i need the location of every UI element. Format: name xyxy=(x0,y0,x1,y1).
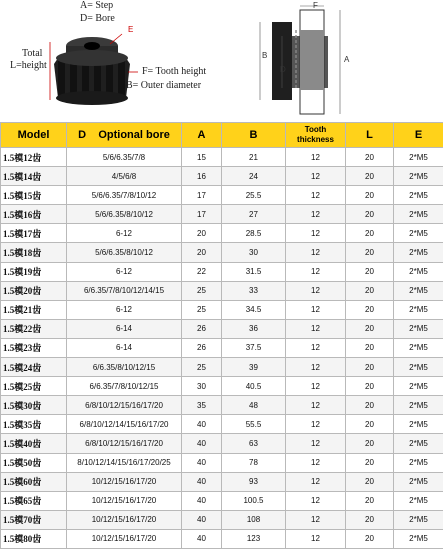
gear-diagram xyxy=(0,0,443,122)
cell-l: 20 xyxy=(346,472,394,491)
cell-a: 40 xyxy=(182,529,222,548)
cell-l: 20 xyxy=(346,529,394,548)
cell-model: 1.5模40齿 xyxy=(1,434,67,453)
cell-a: 25 xyxy=(182,281,222,300)
cell-optional-bore: 6/8/10/12/15/16/17/20 xyxy=(67,396,182,415)
cell-model: 1.5模21齿 xyxy=(1,300,67,319)
cell-b: 31.5 xyxy=(222,262,286,281)
dim-d: D xyxy=(280,65,286,74)
table-row xyxy=(1,281,443,300)
cell-tooth-thickness: 12 xyxy=(286,262,346,281)
cell-e: 2*M5 xyxy=(394,472,443,491)
cell-a: 26 xyxy=(182,338,222,357)
cell-e: 2*M5 xyxy=(394,319,443,338)
cell-optional-bore: 6/6.35/7/8/10/12/15 xyxy=(67,377,182,396)
table-row xyxy=(1,319,443,338)
cell-b: 24 xyxy=(222,167,286,186)
cell-e: 2*M5 xyxy=(394,491,443,510)
cell-l: 20 xyxy=(346,167,394,186)
table-row xyxy=(1,453,443,472)
cell-tooth-thickness: 12 xyxy=(286,415,346,434)
dim-f: F xyxy=(313,1,318,10)
cell-model: 1.5模80齿 xyxy=(1,529,67,548)
table-row xyxy=(1,167,443,186)
cell-optional-bore: 10/12/15/16/17/20 xyxy=(67,491,182,510)
table-header-row xyxy=(1,123,443,148)
cell-a: 35 xyxy=(182,396,222,415)
cell-model: 1.5模16齿 xyxy=(1,205,67,224)
cell-a: 25 xyxy=(182,300,222,319)
cell-optional-bore: 6-14 xyxy=(67,338,182,357)
gear-photo xyxy=(54,37,130,105)
table-row xyxy=(1,396,443,415)
cell-optional-bore: 6/8/10/12/15/16/17/20 xyxy=(67,434,182,453)
cell-tooth-thickness: 12 xyxy=(286,377,346,396)
label-tooth-height: F= Tooth height xyxy=(142,66,206,77)
cell-b: 78 xyxy=(222,453,286,472)
cell-model: 1.5模22齿 xyxy=(1,319,67,338)
cell-e: 2*M5 xyxy=(394,358,443,377)
cell-tooth-thickness: 12 xyxy=(286,396,346,415)
cell-tooth-thickness: 12 xyxy=(286,205,346,224)
cell-tooth-thickness: 12 xyxy=(286,434,346,453)
cell-b: 27 xyxy=(222,205,286,224)
cell-a: 17 xyxy=(182,186,222,205)
table-row xyxy=(1,491,443,510)
cell-l: 20 xyxy=(346,300,394,319)
cell-tooth-thickness: 12 xyxy=(286,148,346,167)
cell-e: 2*M5 xyxy=(394,186,443,205)
cell-optional-bore: 6-14 xyxy=(67,319,182,338)
cell-a: 26 xyxy=(182,319,222,338)
cell-b: 48 xyxy=(222,396,286,415)
cell-a: 20 xyxy=(182,224,222,243)
table-row xyxy=(1,300,443,319)
header-d: D xyxy=(78,129,86,141)
cell-l: 20 xyxy=(346,338,394,357)
cell-a: 17 xyxy=(182,205,222,224)
cell-model: 1.5模30齿 xyxy=(1,396,67,415)
cell-a: 16 xyxy=(182,167,222,186)
table-row xyxy=(1,415,443,434)
cell-e: 2*M5 xyxy=(394,377,443,396)
table-row xyxy=(1,510,443,529)
cell-e: 2*M5 xyxy=(394,510,443,529)
cell-l: 20 xyxy=(346,224,394,243)
cell-tooth-thickness: 12 xyxy=(286,491,346,510)
cell-e: 2*M5 xyxy=(394,396,443,415)
cell-e: 2*M5 xyxy=(394,262,443,281)
header-optional-bore: Optional bore xyxy=(98,129,170,141)
cell-e: 2*M5 xyxy=(394,434,443,453)
cell-e: 2*M5 xyxy=(394,300,443,319)
cell-l: 20 xyxy=(346,453,394,472)
cell-tooth-thickness: 12 xyxy=(286,167,346,186)
cell-e: 2*M5 xyxy=(394,281,443,300)
cell-tooth-thickness: 12 xyxy=(286,186,346,205)
cell-e: 2*M5 xyxy=(394,167,443,186)
table-body xyxy=(1,148,443,549)
cell-b: 37.5 xyxy=(222,338,286,357)
cell-l: 20 xyxy=(346,148,394,167)
cell-a: 25 xyxy=(182,358,222,377)
cell-b: 25.5 xyxy=(222,186,286,205)
cell-tooth-thickness: 12 xyxy=(286,529,346,548)
cell-a: 20 xyxy=(182,243,222,262)
cell-e: 2*M5 xyxy=(394,415,443,434)
cell-optional-bore: 10/12/15/16/17/20 xyxy=(67,510,182,529)
cell-model: 1.5模20齿 xyxy=(1,281,67,300)
spec-table xyxy=(0,122,443,549)
cell-a: 40 xyxy=(182,415,222,434)
cell-e: 2*M5 xyxy=(394,148,443,167)
cell-tooth-thickness: 12 xyxy=(286,453,346,472)
cell-model: 1.5模23齿 xyxy=(1,338,67,357)
cell-tooth-thickness: 12 xyxy=(286,300,346,319)
cell-model: 1.5模25齿 xyxy=(1,377,67,396)
cell-tooth-thickness: 12 xyxy=(286,358,346,377)
cell-optional-bore: 6-12 xyxy=(67,224,182,243)
cell-model: 1.5模60齿 xyxy=(1,472,67,491)
header-b: B xyxy=(222,123,286,148)
cell-optional-bore: 5/6/6.35/7/8 xyxy=(67,148,182,167)
cell-model: 1.5模65齿 xyxy=(1,491,67,510)
cell-a: 40 xyxy=(182,453,222,472)
cell-tooth-thickness: 12 xyxy=(286,510,346,529)
table-row xyxy=(1,377,443,396)
cell-b: 28.5 xyxy=(222,224,286,243)
cell-model: 1.5模15齿 xyxy=(1,186,67,205)
cell-model: 1.5模35齿 xyxy=(1,415,67,434)
cell-tooth-thickness: 12 xyxy=(286,243,346,262)
cell-optional-bore: 8/10/12/14/15/16/17/20/25 xyxy=(67,453,182,472)
header-e: E xyxy=(394,123,443,148)
cell-l: 20 xyxy=(346,186,394,205)
cell-e: 2*M5 xyxy=(394,243,443,262)
label-step: A= Step xyxy=(80,0,113,11)
cell-e: 2*M5 xyxy=(394,338,443,357)
cell-optional-bore: 6-12 xyxy=(67,300,182,319)
cell-a: 40 xyxy=(182,434,222,453)
table-row xyxy=(1,186,443,205)
table-row xyxy=(1,529,443,548)
cell-b: 123 xyxy=(222,529,286,548)
cell-b: 93 xyxy=(222,472,286,491)
cell-l: 20 xyxy=(346,262,394,281)
cell-l: 20 xyxy=(346,319,394,338)
cell-optional-bore: 10/12/15/16/17/20 xyxy=(67,529,182,548)
cell-model: 1.5模24齿 xyxy=(1,358,67,377)
cell-e: 2*M5 xyxy=(394,224,443,243)
cell-e: 2*M5 xyxy=(394,529,443,548)
cell-a: 40 xyxy=(182,472,222,491)
label-bore: D= Bore xyxy=(80,13,115,24)
table-row xyxy=(1,434,443,453)
cell-l: 20 xyxy=(346,415,394,434)
header-d-optional-bore xyxy=(67,123,182,148)
cell-l: 20 xyxy=(346,396,394,415)
cell-a: 40 xyxy=(182,491,222,510)
cell-model: 1.5模12齿 xyxy=(1,148,67,167)
cell-b: 34.5 xyxy=(222,300,286,319)
cell-model: 1.5模50齿 xyxy=(1,453,67,472)
cell-l: 20 xyxy=(346,243,394,262)
cell-e: 2*M5 xyxy=(394,453,443,472)
cell-tooth-thickness: 12 xyxy=(286,281,346,300)
table-row xyxy=(1,224,443,243)
dim-a: A xyxy=(344,55,350,64)
cell-a: 15 xyxy=(182,148,222,167)
label-outer-diameter: B= Outer diameter xyxy=(126,80,202,91)
cell-model: 1.5模70齿 xyxy=(1,510,67,529)
cell-optional-bore: 5/6/6.35/7/8/10/12 xyxy=(67,186,182,205)
cell-b: 55.5 xyxy=(222,415,286,434)
header-tooth-thickness: Tooth thickness xyxy=(286,123,346,148)
cell-b: 63 xyxy=(222,434,286,453)
cell-model: 1.5模19齿 xyxy=(1,262,67,281)
cell-optional-bore: 10/12/15/16/17/20 xyxy=(67,472,182,491)
table-row xyxy=(1,205,443,224)
cell-l: 20 xyxy=(346,434,394,453)
cell-b: 40.5 xyxy=(222,377,286,396)
cell-optional-bore: 6/8/10/12/14/15/16/17/20 xyxy=(67,415,182,434)
cell-b: 100.5 xyxy=(222,491,286,510)
table-row xyxy=(1,472,443,491)
table-row xyxy=(1,262,443,281)
cell-tooth-thickness: 12 xyxy=(286,472,346,491)
cell-b: 21 xyxy=(222,148,286,167)
cell-b: 30 xyxy=(222,243,286,262)
label-total: Total xyxy=(22,48,43,59)
cell-a: 30 xyxy=(182,377,222,396)
cell-a: 40 xyxy=(182,510,222,529)
header-model: Model xyxy=(1,123,67,148)
technical-drawing xyxy=(260,6,340,114)
cell-optional-bore: 6/6.35/7/8/10/12/14/15 xyxy=(67,281,182,300)
header-a: A xyxy=(182,123,222,148)
cell-optional-bore: 6-12 xyxy=(67,262,182,281)
cell-b: 108 xyxy=(222,510,286,529)
cell-b: 36 xyxy=(222,319,286,338)
table-row xyxy=(1,358,443,377)
header-l: L xyxy=(346,123,394,148)
dim-b: B xyxy=(262,51,267,60)
cell-b: 33 xyxy=(222,281,286,300)
cell-l: 20 xyxy=(346,510,394,529)
cell-l: 20 xyxy=(346,281,394,300)
cell-optional-bore: 5/6/6.35/8/10/12 xyxy=(67,205,182,224)
cell-model: 1.5模18齿 xyxy=(1,243,67,262)
cell-optional-bore: 6/6.35/8/10/12/15 xyxy=(67,358,182,377)
cell-l: 20 xyxy=(346,377,394,396)
table-row xyxy=(1,148,443,167)
cell-e: 2*M5 xyxy=(394,205,443,224)
cell-b: 39 xyxy=(222,358,286,377)
cell-l: 20 xyxy=(346,491,394,510)
cell-l: 20 xyxy=(346,358,394,377)
cell-tooth-thickness: 12 xyxy=(286,338,346,357)
table-row xyxy=(1,338,443,357)
cell-l: 20 xyxy=(346,205,394,224)
cell-tooth-thickness: 12 xyxy=(286,224,346,243)
cell-optional-bore: 5/6/6.35/8/10/12 xyxy=(67,243,182,262)
cell-tooth-thickness: 12 xyxy=(286,319,346,338)
cell-optional-bore: 4/5/6/8 xyxy=(67,167,182,186)
label-height: L=height xyxy=(10,60,47,71)
label-e: E xyxy=(128,25,133,34)
cell-model: 1.5模14齿 xyxy=(1,167,67,186)
cell-a: 22 xyxy=(182,262,222,281)
cell-model: 1.5模17齿 xyxy=(1,224,67,243)
table-row xyxy=(1,243,443,262)
